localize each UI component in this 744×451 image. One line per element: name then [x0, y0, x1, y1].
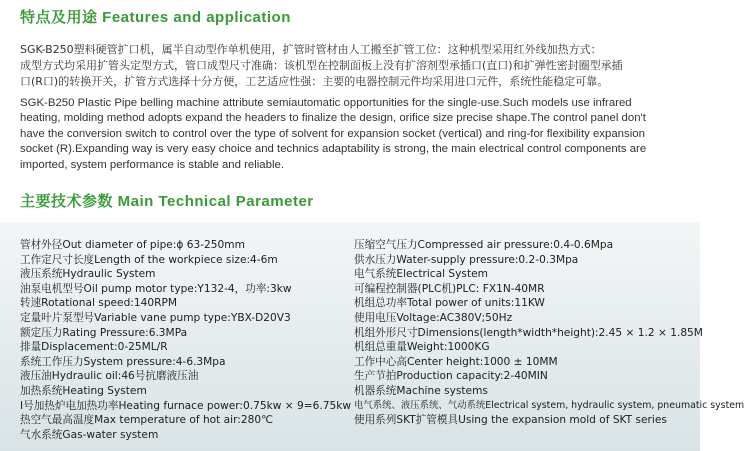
param-row: 管材外径Out diameter of pipe:ϕ 63-250mm	[20, 239, 245, 251]
param-row: 可编程控制器(PLC机)PLC: FX1N-40MR	[354, 282, 545, 295]
features-chinese-paragraph	[20, 42, 684, 90]
en-line: imported, system performance is stable and reliable.	[20, 158, 285, 171]
param-row: 排量Displacement:0-25ML/R	[20, 341, 168, 354]
param-row: 电气系统、液压系统、气动系统Electrical system, hydraulic system, pneumatic system	[354, 399, 744, 411]
param-row: 使用电压Voltage:AC380V;50Hz	[354, 311, 513, 324]
param-row: 机组外形尺寸Dimensions(length*width*height):2.45 × 1.2 × 1.85M	[354, 326, 703, 339]
param-row: 机器系统Machine systems	[354, 384, 488, 397]
cn-line: 口(R口)的转换开关，扩管方式选择十分方便，工艺适应性强：主要的电器控制元件均采用进口元件，系统性能稳定可靠。	[20, 75, 609, 88]
en-line: heating, molding method adopts expand the headers to finalize the design, orifice size precise shape.The control panel don't	[20, 112, 646, 125]
param-row: 工作定尺寸长度Length of the workpiece size:4-6m	[20, 253, 278, 266]
features-heading: 特点及用途 Features and application	[20, 9, 291, 26]
parameters-heading: 主要技术参数 Main Technical Parameter	[20, 193, 314, 210]
en-line: SGK-B250 Plastic Pipe belling machine attribute semiautomatic opportunities for the single-use.Such models use infrared	[20, 97, 632, 109]
param-row: 转速Rotational speed:140RPM	[20, 297, 177, 310]
param-row: 定量叶片泵型号Variable vane pump type:YBX-D20V3	[20, 311, 291, 324]
param-row: 加热系统Heating System	[20, 384, 147, 397]
en-line: socket (R).Expanding way is very easy choice and technics adaptability is strong, the main electrical control components are	[20, 143, 647, 156]
param-row: 工作中心高Center height:1000 ± 10MM	[354, 355, 558, 368]
param-row: 额定压力Rating Pressure:6.3MPa	[20, 326, 188, 339]
param-row: 液压系统Hydraulic System	[20, 268, 156, 281]
param-row: 压缩空气压力Compressed air pressure:0.4-0.6Mpa	[354, 239, 614, 251]
param-row: 供水压力Water-supply pressure:0.2-0.3Mpa	[354, 253, 579, 266]
cn-line: SGK-B250塑料硬管扩口机，属半自动型作单机使用，扩管时管材由人工搬至扩管工位：这种机型采用红外线加热方式：	[20, 43, 602, 56]
param-row: 系统工作压力System pressure:4-6.3Mpa	[20, 355, 226, 368]
param-row: 机组总功率Total power of units:11KW	[354, 297, 545, 310]
parameters-right-column	[354, 238, 744, 428]
param-row: 气水系统Gas-water system	[20, 428, 159, 441]
param-row: 热空气最高温度Max temperature of hot air:280℃	[20, 414, 273, 427]
features-english-paragraph	[20, 96, 684, 173]
parameters-panel	[0, 222, 744, 451]
parameters-left-column	[20, 238, 350, 442]
param-row: 使用系列SKT扩管模具Using the expansion mold of SKT series	[354, 414, 667, 427]
param-row: 液压油Hydraulic oil:46号抗磨液压油	[20, 370, 199, 383]
cn-line: 成型方式均采用扩管头定型方式，管口成型尺寸准确：该机型在控制面板上没有扩溶剂型承插口(直口)和扩弹性密封圈型承插	[20, 59, 623, 72]
param-row: 机组总重量Weight:1000KG	[354, 341, 490, 354]
param-row: 生产节拍Production capacity:2-40MIN	[354, 370, 548, 383]
param-row: 油泵电机型号Oil pump motor type:Y132-4，功率:3kw	[20, 282, 292, 295]
en-line: have the conversion switch to control over the type of solvent for expansion socket (vertical) and ring-for flexibility expansion	[20, 127, 645, 140]
param-row: I号加热炉电加热功率Heating furnace power:0.75kw × 9=6.75kw	[20, 399, 352, 412]
param-row: 电气系统Electrical System	[354, 268, 488, 281]
